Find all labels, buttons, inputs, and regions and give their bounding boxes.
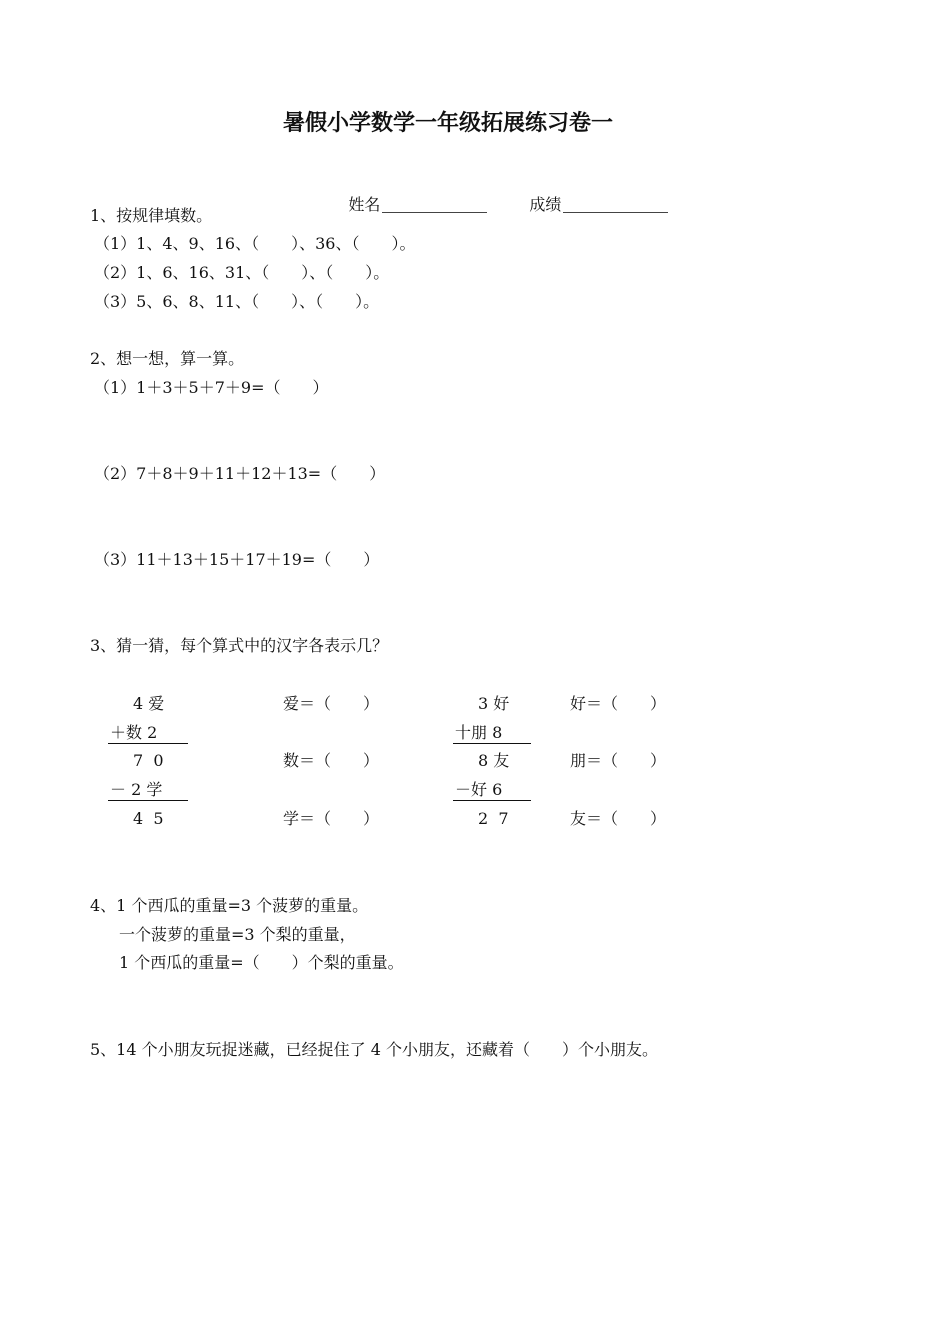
q4-line: 1 个西瓜的重量=（ ）个梨的重量。 [119,953,404,972]
q1-heading: 1、按规律填数。 [90,206,213,225]
left-calc-row: － 2 学 [110,780,163,799]
left-answer: 数＝（ ） [283,751,380,770]
right-answer: 友＝（ ） [570,809,667,828]
right-answer: 好＝（ ） [570,694,667,713]
left-calc-divider [108,743,188,744]
left-calc-row: 4 爱 [133,694,165,713]
left-calc-row: 4 5 [133,809,164,828]
right-calc-row: 十朋 8 [455,723,503,742]
q4-line: 一个菠萝的重量=3 个梨的重量， [119,925,356,944]
q4-line: 4、1 个西瓜的重量=3 个菠萝的重量。 [90,896,369,915]
right-calc-row: 2 7 [478,809,509,828]
q1-item: （3）5、6、8、11、（ ）、（ ）。 [94,292,380,311]
right-calc-divider [453,743,531,744]
left-calc-row: 7 0 [133,751,164,770]
score-label: 成绩 [529,195,562,214]
q2-item: （3）11＋13＋15＋17＋19=（ ） [94,550,380,569]
right-calc-row: －好 6 [455,780,503,799]
page-title: 暑假小学数学一年级拓展练习卷一 [283,110,614,136]
q5-text: 5、14 个小朋友玩捉迷藏，已经捉住了 4 个小朋友，还藏着（ ）个小朋友。 [90,1040,658,1059]
name-label: 姓名 [348,195,381,214]
right-calc-divider [453,800,531,801]
q1-item: （2）1、6、16、31、（ ）、（ ）。 [94,263,390,282]
right-calc-row: 3 好 [478,694,510,713]
left-answer: 爱＝（ ） [283,694,380,713]
score-field [509,178,668,229]
right-answer: 朋＝（ ） [570,751,667,770]
q1-item: （1）1、4、9、16、（ ）、36、（ ）。 [94,234,416,253]
name-input-line[interactable] [382,194,487,213]
q3-heading: 3、猜一猜，每个算式中的汉字各表示几？ [90,636,389,655]
right-calc-row: 8 友 [478,751,510,770]
q2-item: （2）7＋8＋9＋11＋12＋13=（ ） [94,464,386,483]
left-calc-divider [108,800,188,801]
score-input-line[interactable] [563,194,668,213]
q2-heading: 2、想一想，算一算。 [90,349,245,368]
left-answer: 学＝（ ） [283,809,380,828]
name-field [328,178,487,229]
q2-item: （1）1＋3＋5＋7＋9=（ ） [94,378,329,397]
left-calc-row: ＋数 2 [110,723,158,742]
